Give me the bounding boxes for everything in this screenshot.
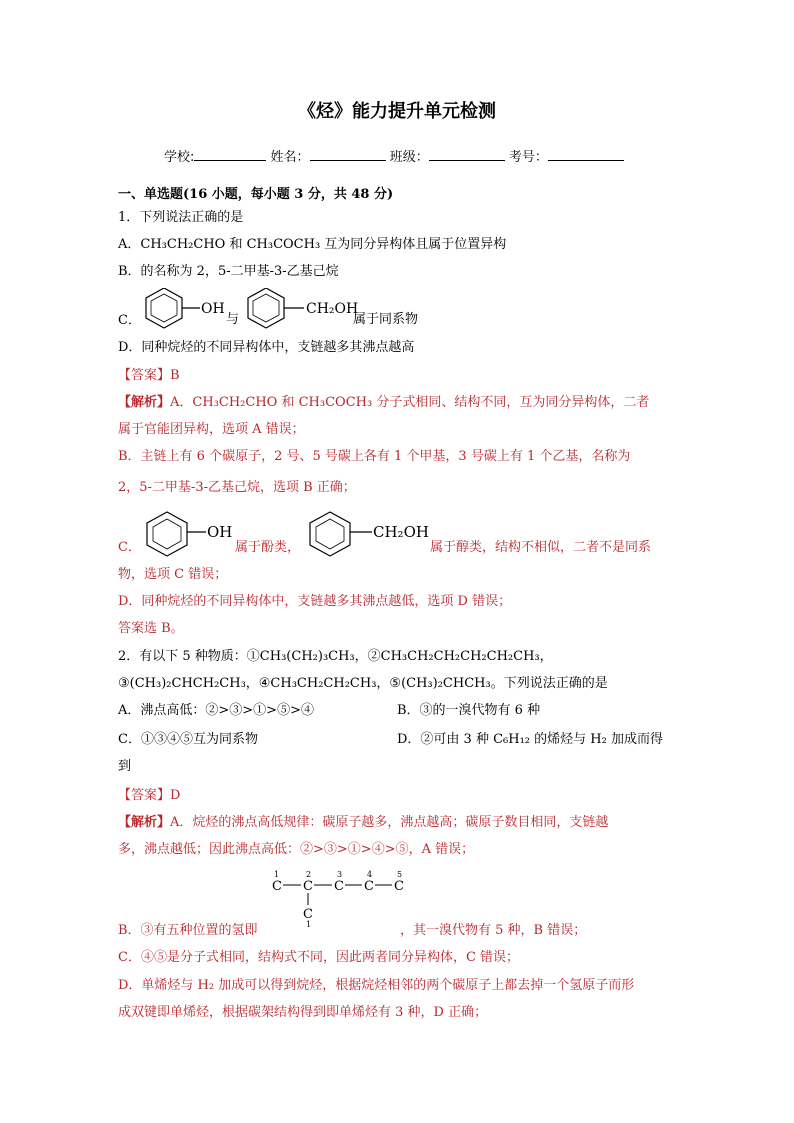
skeleton-number-2: 2 — [306, 870, 312, 879]
skeleton-number-branch: 1 — [306, 920, 312, 928]
q1-c-ch2oh-label: CH₂OH — [306, 301, 359, 317]
skeleton-number-1: 1 — [274, 870, 280, 879]
q1-explanation-c-prefix: C． — [118, 540, 141, 555]
section-heading: 一、单选题(16 小题，每小题 3 分，共 48 分) — [118, 187, 394, 202]
q1-option-a: A．CH₃CH₂CHO 和 CH₃COCH₃ 互为同分异构体且属于位置异构 — [118, 237, 507, 252]
benzene-ring-icon — [146, 288, 200, 328]
benzene-ring-icon — [248, 288, 304, 328]
q1-explanation-line-1 — [118, 394, 649, 412]
q1-explanation-line-4: 2，5-二甲基-3-乙基己烷，选项 B 正确； — [118, 480, 356, 495]
q2-explanation-line-1 — [118, 814, 608, 832]
q2-stem-2: ③(CH₃)₂CHCH₂CH₃，④CH₃CH₂CH₂CH₃，⑤(CH₃)₂CHCH₃。下列说法正确的是 — [118, 676, 608, 691]
q1-explanation-text-1: A．CH₃CH₂CHO 和 CH₃COCH₃ 分子式相同、结构不同，互为同分异构体，二者 — [170, 395, 650, 410]
page-title: 《烃》能力提升单元检测 — [298, 101, 496, 122]
q1-exp-c-mid: 属于酚类， — [235, 540, 301, 555]
q1-explanation-line-2: 属于官能团异构，选项 A 错误； — [118, 422, 305, 437]
class-blank — [429, 146, 505, 161]
q1-exp-c-oh-label: OH — [207, 523, 233, 541]
skeleton-number-3: 3 — [337, 870, 343, 879]
q2-stem-1: 2．有以下 5 种物质：①CH₃(CH₂)₃CH₃，②CH₃CH₂CH₂CH₂CH₂CH₃， — [118, 649, 553, 664]
number-blank — [548, 146, 624, 161]
q1-answer: 【答案】B — [118, 368, 180, 383]
q1-stem: 1．下列说法正确的是 — [118, 210, 244, 225]
q2-option-c: C．①③④⑤互为同系物 — [118, 732, 258, 747]
q1-exp-c-ch2oh-label: CH₂OH — [373, 523, 429, 541]
benzene-ring-icon — [310, 512, 372, 556]
q1-option-c-structures — [140, 288, 440, 330]
school-label: 学校: — [164, 150, 195, 165]
q2-option-b: B．③的一溴代物有 6 种 — [397, 703, 541, 718]
school-blank — [194, 146, 266, 161]
class-label: 班级： — [389, 150, 429, 165]
number-label: 考号： — [508, 150, 548, 165]
benzene-ring-icon — [147, 512, 206, 556]
name-blank — [310, 146, 386, 161]
q1-explanation-line-8: 答案选 B。 — [118, 621, 184, 636]
q2-explanation-line-6: 成双键即单烯烃，根据碳架结构得到即单烯烃有 3 种，D 正确； — [118, 1005, 488, 1020]
q2-explanation-label: 【解析】 — [118, 815, 171, 830]
q1-c-suffix: 属于同系物 — [353, 312, 419, 327]
q1-c-mid: 与 — [226, 312, 240, 327]
q2-boiling-order: ②>③>①>④>⑤ — [300, 842, 409, 857]
q1-exp-c-suffix: 属于醇类，结构不相似，二者不是同系 — [430, 540, 652, 555]
skeleton-carbon-branch: C — [303, 907, 313, 922]
q2-explanation-text-1: A．烷烃的沸点高低规律：碳原子越多，沸点越高；碳原子数目相同，支链越 — [170, 815, 609, 830]
skeleton-carbon-2: C — [303, 879, 313, 894]
q2-carbon-skeleton — [265, 868, 415, 928]
q2-option-a: A．沸点高低：②>③>①>⑤>④ — [118, 703, 314, 718]
q1-option-c-prefix: C． — [118, 313, 141, 328]
q2-explanation-line-3a: B．③有五种位置的氢即 — [118, 923, 258, 938]
q2-explanation-text-2b: ，A 错误； — [408, 842, 475, 857]
q2-explanation-line-5: D．单烯烃与 H₂ 加成可以得到烷烃，根据烷烃相邻的两个碳原子上都去掉一个氢原子而形 — [118, 978, 635, 993]
skeleton-carbon-4: C — [364, 879, 374, 894]
q2-explanation-line-4: C．④⑤是分子式相同，结构式不同，因此两者同分异构体，C 错误； — [118, 950, 520, 965]
q1-option-d: D．同种烷烃的不同异构体中，支链越多其沸点越高 — [118, 340, 415, 355]
skeleton-number-5: 5 — [397, 870, 403, 879]
skeleton-carbon-5: C — [394, 879, 404, 894]
q2-option-d-1: D．②可由 3 种 C₆H₁₂ 的烯烃与 H₂ 加成而得 — [397, 732, 663, 747]
name-label: 姓名： — [270, 150, 310, 165]
skeleton-carbon-1: C — [272, 879, 282, 894]
q1-explanation-line-6: 物，选项 C 错误； — [118, 567, 228, 582]
q1-explanation-line-3: B．主链上有 6 个碳原子，2 号、5 号碳上各有 1 个甲基，3 号碳上有 1 个乙基，名称为 — [118, 449, 631, 464]
skeleton-carbon-3: C — [334, 879, 344, 894]
q2-answer: 【答案】D — [118, 788, 181, 803]
q1-c-oh-label: OH — [201, 301, 225, 317]
q1-explanation-line-7: D．同种烷烃的不同异构体中，支链越多其沸点越低，选项 D 错误； — [118, 594, 512, 609]
q1-explanation-label: 【解析】 — [118, 395, 171, 410]
q2-explanation-line-3b: ，其一溴代物有 5 种，B 错误； — [400, 923, 587, 938]
q1-explanation-c-structures — [140, 510, 680, 558]
skeleton-number-4: 4 — [367, 870, 373, 879]
q2-explanation-line-2 — [118, 841, 474, 859]
q1-option-b: B．的名称为 2，5-二甲基-3-乙基己烷 — [118, 264, 339, 279]
q2-explanation-text-2a: 多，沸点越低；因此沸点高低： — [118, 842, 301, 857]
q2-option-d-2: 到 — [118, 759, 132, 774]
student-info-row — [164, 146, 624, 165]
